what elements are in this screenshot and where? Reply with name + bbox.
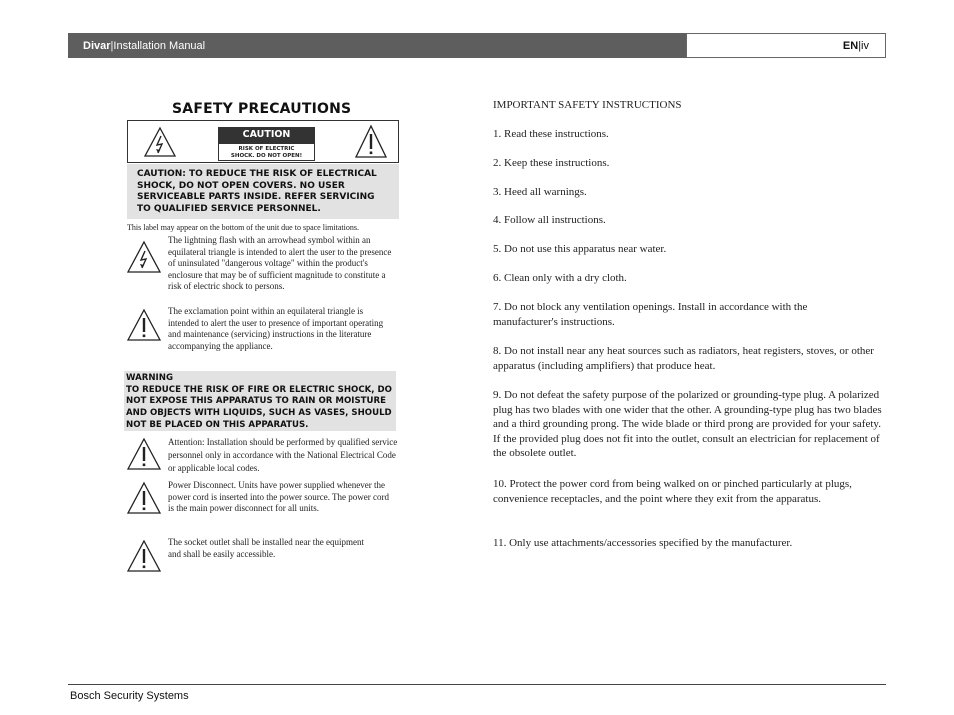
socket-outlet-description: The socket outlet shall be installed near the equipment and shall be easily accessible. xyxy=(168,537,364,559)
exclamation-triangle-icon xyxy=(354,124,388,159)
warning-box xyxy=(124,371,396,431)
label-note: This label may appear on the bottom of the unit due to space limitations. xyxy=(127,223,359,232)
header-separator-right: | xyxy=(858,39,862,52)
caution-label-box xyxy=(127,120,399,163)
warning-text: TO REDUCE THE RISK OF FIRE OR ELECTRIC SHOCK, DO NOT EXPOSE THIS APPARATUS TO RAIN OR MOISTURE AND OBJECTS WITH LIQUIDS, SUCH AS VASES, SHOULD NOT BE PLACED ON THIS APPARATUS. xyxy=(126,384,392,430)
lightning-triangle-icon xyxy=(126,240,162,274)
header-page-box xyxy=(686,33,886,58)
instruction-item: 2. Keep these instructions. xyxy=(493,157,610,169)
instruction-item: 6. Clean only with a dry cloth. xyxy=(493,272,627,284)
exclamation-description: The exclamation point within an equilateral triangle is intended to alert the user to presence of important operating and maintenance (servicing) instructions in the literature accompanying the appliance. xyxy=(168,306,384,351)
caution-sub-label xyxy=(218,143,315,161)
instruction-item: 7. Do not block any ventilation openings. Install in accordance with the manufacturer's instructions. xyxy=(493,301,808,328)
instruction-item: 10. Protect the power cord from being walked on or pinched particularly at plugs, convenience receptacles, and the point where they exit from the apparatus. xyxy=(493,478,852,505)
exclamation-triangle-icon xyxy=(126,308,162,342)
exclamation-triangle-icon xyxy=(126,437,162,471)
caution-label: CAUTION xyxy=(218,127,315,143)
instruction-item: 8. Do not install near any heat sources such as radiators, heat registers, stoves, or other apparatus (including amplifiers) that produce heat. xyxy=(493,345,874,372)
caution-sub-line2: SHOCK. DO NOT OPEN! xyxy=(230,153,303,159)
header-page-number: iv xyxy=(861,39,869,52)
instruction-item: 1. Read these instructions. xyxy=(493,128,609,140)
power-disconnect-description: Power Disconnect. Units have power supplied whenever the power cord is inserted into the power source. The power cord is the main power disconnect for all units. xyxy=(168,480,390,514)
instructions-heading: IMPORTANT SAFETY INSTRUCTIONS xyxy=(493,99,682,111)
page-title: SAFETY PRECAUTIONS xyxy=(172,101,352,117)
lightning-triangle-icon xyxy=(143,126,177,158)
instruction-item: 4. Follow all instructions. xyxy=(493,214,606,226)
exclamation-triangle-icon xyxy=(126,481,162,515)
caution-sub-line1: RISK OF ELECTRIC xyxy=(238,146,295,152)
instruction-item: 11. Only use attachments/accessories specified by the manufacturer. xyxy=(493,537,793,549)
header-product: Divar xyxy=(83,39,111,52)
lightning-description: The lightning flash with an arrowhead symbol within an equilateral triangle is intended to alert the user to the presence of uninsulated "dangerous voltage" within the product's enclosure that may be of sufficient magnitude to constitute a risk of electric shock to persons. xyxy=(168,235,392,292)
instruction-item: 3. Heed all warnings. xyxy=(493,186,587,198)
footer-company: Bosch Security Systems xyxy=(70,690,189,702)
exclamation-triangle-icon xyxy=(126,539,162,573)
header-lang: EN xyxy=(842,39,859,52)
instruction-item: 9. Do not defeat the safety purpose of the polarized or grounding-type plug. A polarized plug has two blades with one wider that the other. A grounding-type plug has two blades and a third grounding prong. The wide blade or third prong are provided for your safety. If the provided plug does not fit into the outlet, consult an electrician for replacement of the obsolete outlet. xyxy=(493,389,882,460)
attention-description: Attention: Installation should be performed by qualified service personnel only in accordance with the National Electrical Code or applicable local codes. xyxy=(168,437,398,473)
footer-divider xyxy=(68,684,886,685)
caution-statement: CAUTION: TO REDUCE THE RISK OF ELECTRICAL SHOCK, DO NOT OPEN COVERS. NO USER SERVICEABLE PARTS INSIDE. REFER SERVICING TO QUALIFIED SERVICE PERSONNEL. xyxy=(127,164,399,219)
header-doc-type: Installation Manual xyxy=(113,39,206,52)
header-bar xyxy=(68,33,686,58)
warning-title: WARNING xyxy=(126,373,173,383)
header-separator: | xyxy=(110,39,114,52)
instruction-item: 5. Do not use this apparatus near water. xyxy=(493,243,667,255)
